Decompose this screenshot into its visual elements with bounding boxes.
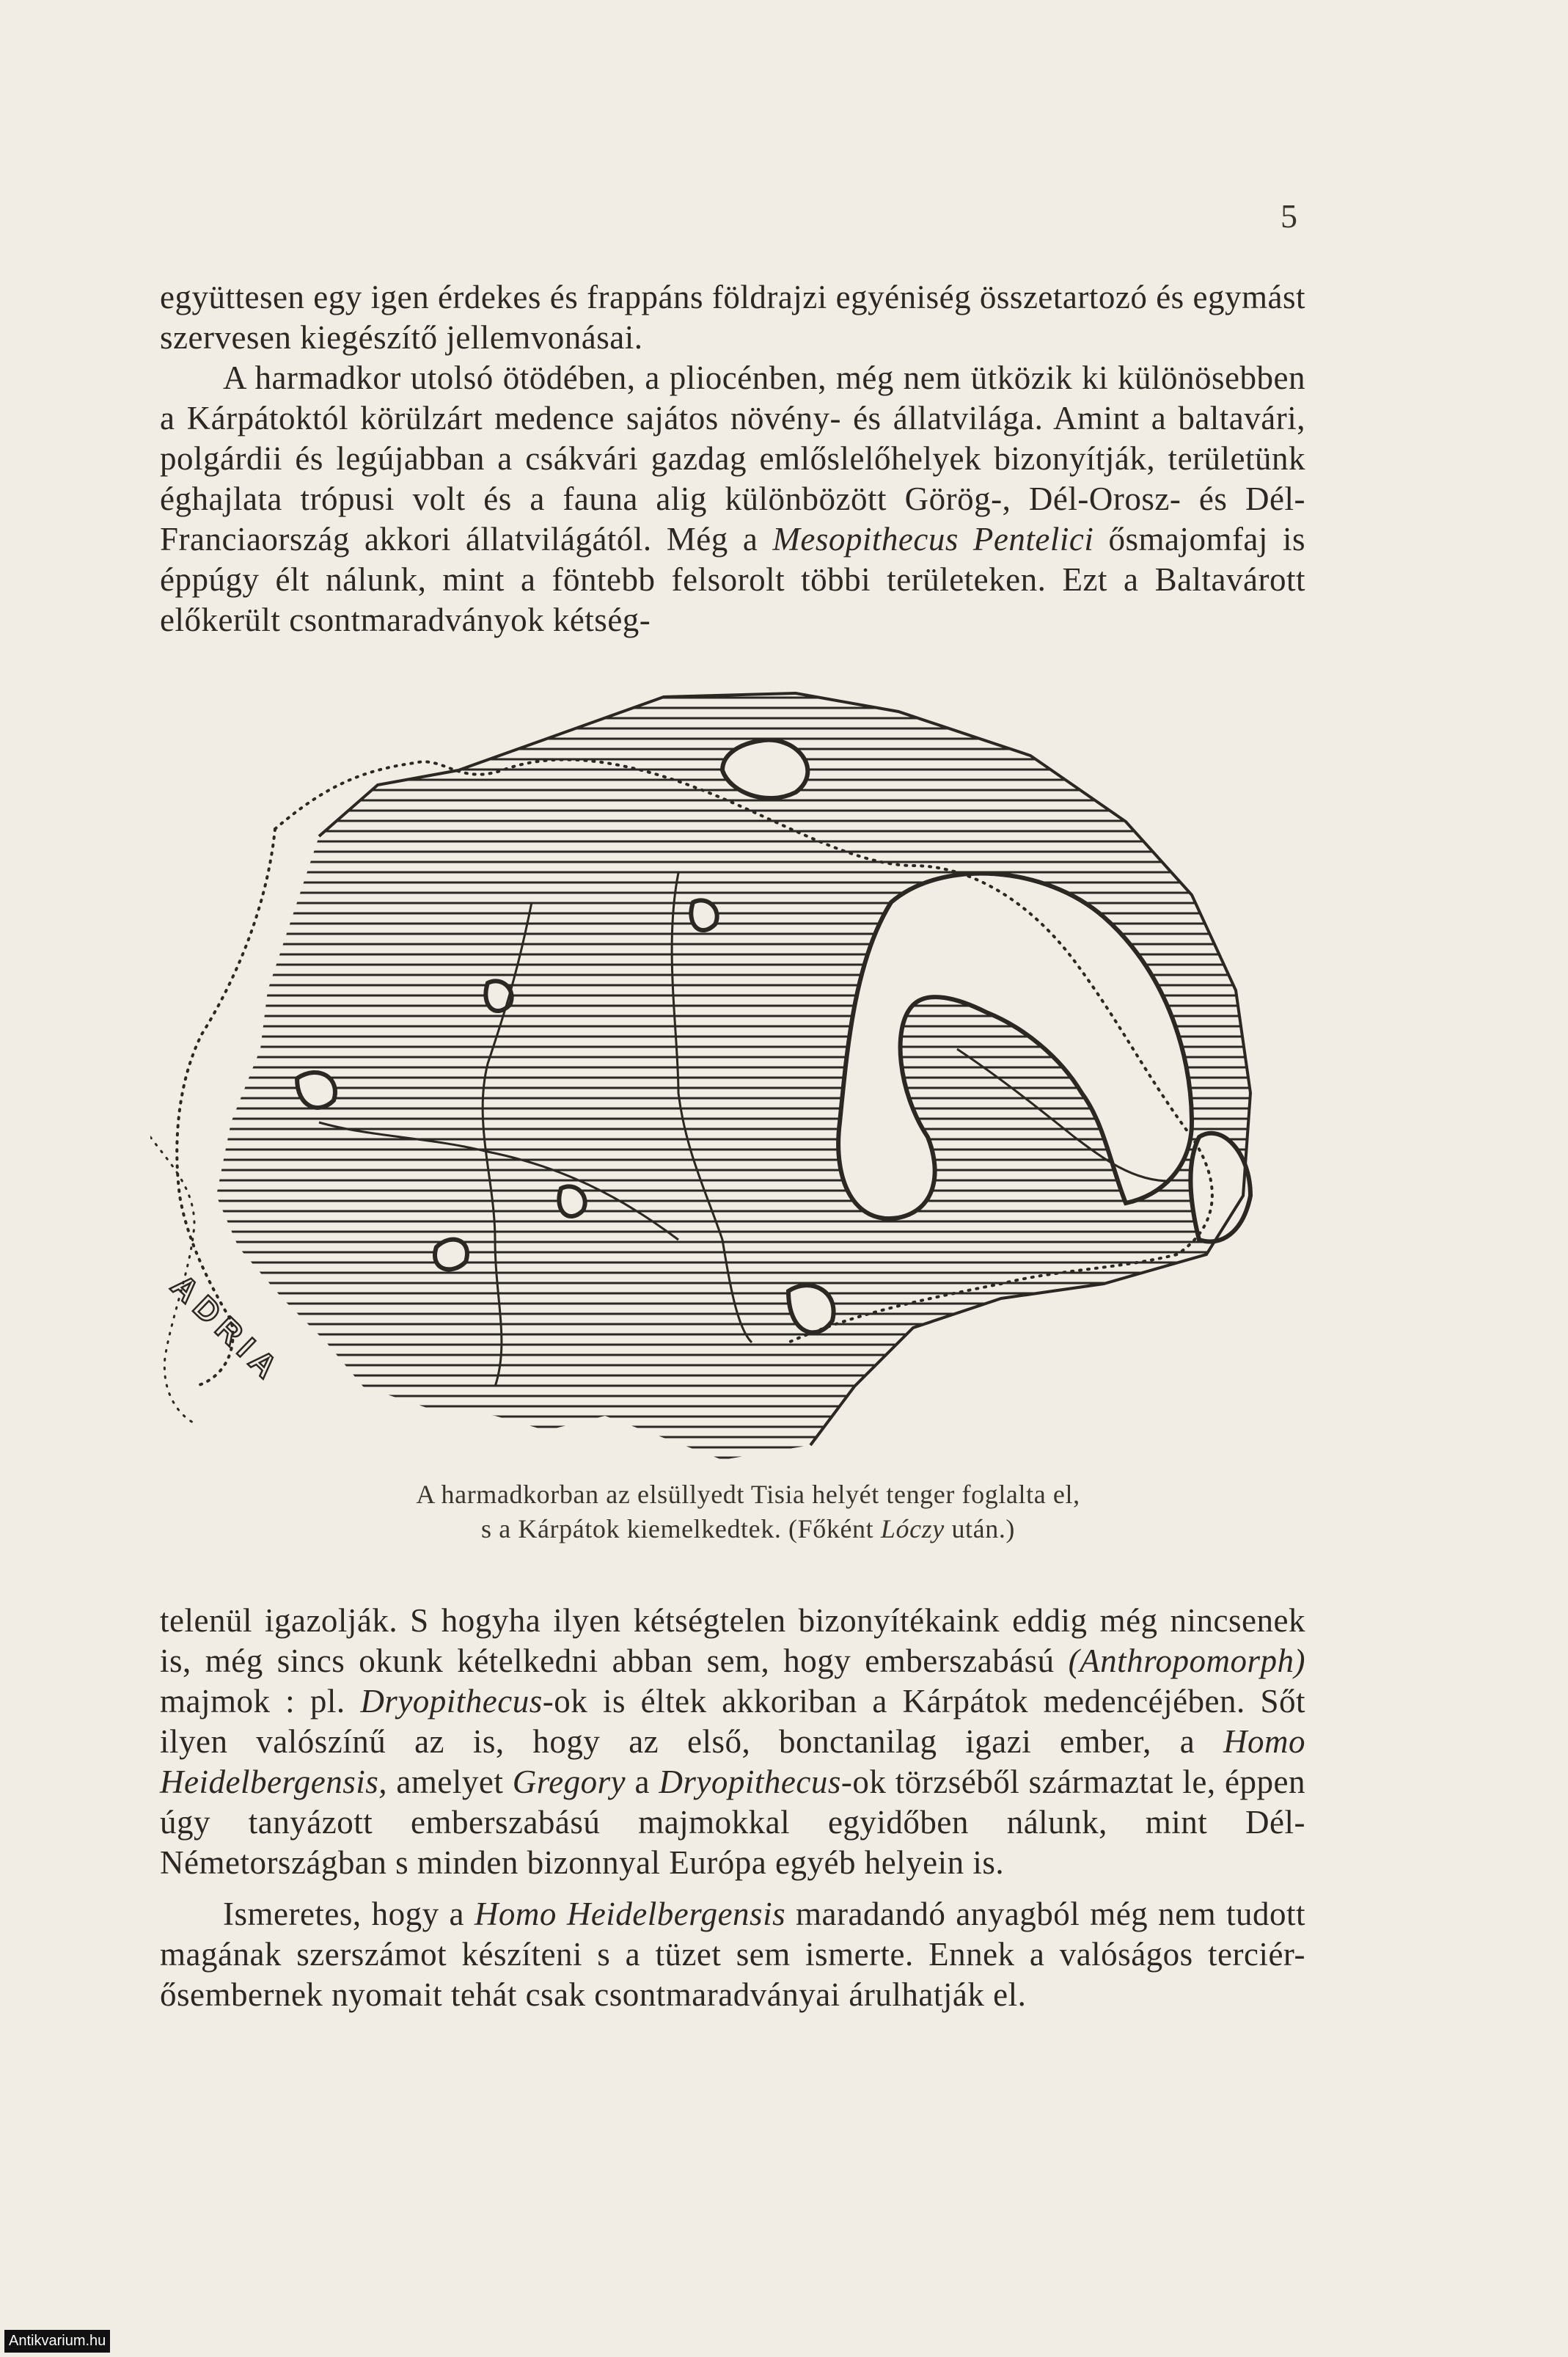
p3-a: telenül igazolják. S hogyha ilyen kétségtelen bizonyítékaink eddig még nincsenek is, még sincs okunk kételkedni abban sem, hogy emberszabású (160, 1602, 1305, 1679)
p3-c: majmok : pl. (160, 1683, 361, 1720)
p3-j: Dryopithecus (659, 1764, 841, 1800)
caption-author: Lóczy (880, 1514, 945, 1543)
paragraph-main (160, 1601, 1305, 1883)
page-number: 5 (1281, 197, 1297, 235)
p4-c: maradandó anyagból még nem tudott magának szerszámot készíteni s a tüzet sem ismerte. Ennek a valóságos terciér-ősembernek nyomait tehát csak csontmaradványai árulhatják el. (160, 1896, 1305, 2013)
paragraph-2 (160, 358, 1305, 640)
caption-line-2-c: után.) (944, 1514, 1016, 1543)
p4-a: Ismeretes, hogy a (223, 1896, 475, 1932)
paragraph-final (160, 1894, 1305, 2015)
caption-line-1: A harmadkorban az elsüllyedt Tisia helyét tenger foglalta el, (416, 1480, 1080, 1509)
p3-i: a (626, 1764, 659, 1800)
paragraph-3 (160, 1601, 1305, 1883)
p3-e: -ok is éltek akkoriban a Kárpátok medencéjében. Sőt ilyen valószínű az is, hogy az első, bonctanilag igazi ember, a (160, 1683, 1305, 1760)
figure-caption (220, 1477, 1276, 1546)
caption-line-2-a: s a Kárpátok kiemelkedtek. (Főként (480, 1514, 881, 1543)
paragraph-2-end: ősmajomfaj is éppúgy élt nálunk, mint a föntebb felsorolt többi területeken. Ezt a Baltavárott előkerült csontmaradványok kétség- (160, 521, 1306, 638)
paragraph-1-text: együttesen egy igen érdekes és frappáns földrajzi egyéniség összetartozó és egymást szervesen kiegészítő jellemvonásai. (160, 279, 1305, 356)
p4-b: Homo Heidelbergensis (474, 1896, 786, 1932)
paleogeographic-map (150, 682, 1294, 1475)
taxon-mesopithecus: Mesopithecus Pentelici (772, 521, 1094, 558)
p3-d: Dryopithecus (360, 1683, 543, 1720)
p3-h: Gregory (512, 1764, 626, 1800)
caption-line-2 (220, 1512, 1276, 1546)
p3-b: (Anthropomorph) (1068, 1642, 1305, 1679)
paragraph-4 (160, 1894, 1305, 2015)
watermark: Antikvarium.hu (4, 2330, 110, 2353)
paragraph-1 (160, 277, 1305, 358)
p3-k: -ok törzséből származtat le, éppen úgy tanyázott emberszabású majmokkal egyidőben nálunk, mint Dél-Németországban s minden bizonnyal Európa egyéb helyein is. (160, 1764, 1305, 1881)
p3-f: Homo Heidelbergensis, (160, 1723, 1305, 1800)
paragraph-2-start: A harmadkor utolsó ötödében, a pliocénben, még nem ütközik ki különösebben a Kárpátoktól körülzárt medence sajátos növény- és állatvilága. Amint a baltavári, polgárdii és legújabban a csákvári gazdag emlőslelőhelyek bizonyítják, területünk éghajlata trópusi volt és a fauna alig különbözött Görög-, Dél-Orosz- és Dél-Franciaország akkori állatvilágától. Még a (160, 359, 1305, 558)
paragraph-intro (160, 277, 1305, 640)
p3-g: amelyet (387, 1764, 513, 1800)
map-label-adria: ADRIA (164, 1268, 289, 1390)
